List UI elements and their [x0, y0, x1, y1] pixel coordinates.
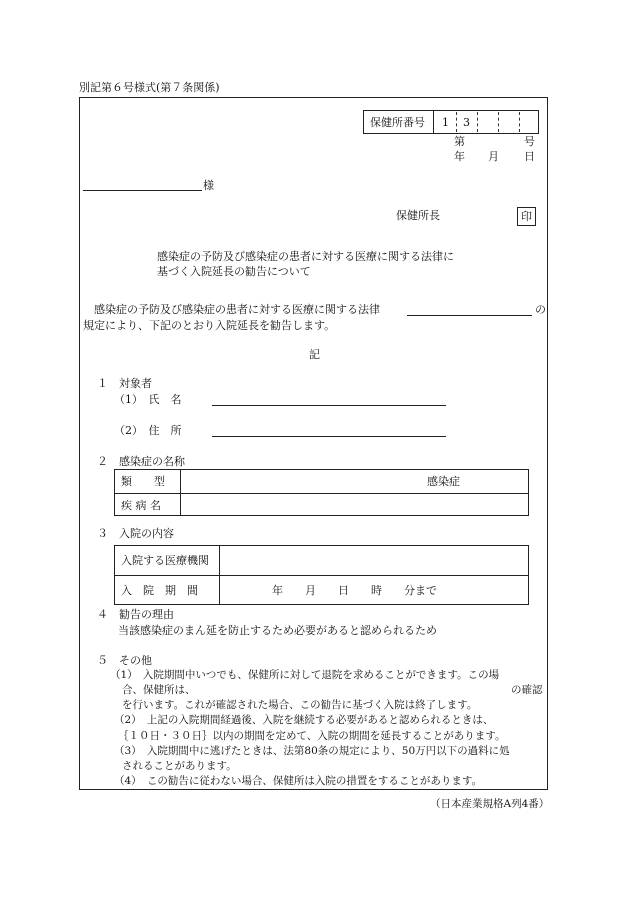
type-value: 感染症: [427, 475, 460, 488]
seal-mark: 印: [521, 210, 532, 223]
document-title-line2: 基づく入院延長の勧告について: [157, 265, 311, 278]
digit-divider: [519, 112, 520, 132]
recipient-line: [83, 190, 202, 191]
note-2-line-a: （2） 上記の入院期間経過後、入院を継続する必要があると認められるときは、: [114, 714, 494, 726]
disease-table-row-divider: [114, 493, 529, 494]
digit-divider: [456, 112, 457, 132]
body-line1-end: の: [535, 303, 546, 316]
section-3-heading: ３ 入院の内容: [97, 527, 174, 540]
digit-divider: [498, 112, 499, 132]
date-day: 日: [524, 150, 535, 163]
body-line1: 感染症の予防及び感染症の患者に対する医療に関する法律: [94, 303, 380, 316]
issuer-title: 保健所長: [396, 209, 440, 222]
section-5-heading: ５ その他: [97, 654, 152, 667]
date-month: 月: [488, 150, 499, 163]
office-number-label: 保健所番号: [370, 116, 425, 129]
digit-divider: [477, 112, 478, 132]
doc-number-dai: 第: [454, 135, 465, 148]
note-3-line-b: されることがあります。: [122, 760, 237, 772]
recommendation-reason: 当該感染症のまん延を防止するため必要があると認められるため: [118, 624, 437, 637]
hospitalization-table-row-divider: [114, 575, 529, 576]
period-label: 入 院 期 間: [121, 584, 198, 597]
note-1-line-b: 合、保健所は、: [122, 684, 196, 696]
document-title-line1: 感染症の予防及び感染症の患者に対する医療に関する法律に: [157, 250, 454, 263]
address-field-line: [212, 436, 446, 437]
law-article-line: [407, 315, 532, 316]
office-number-digit-1: 1: [442, 116, 449, 129]
address-label: （2） 住 所: [114, 424, 182, 437]
name-label: （1） 氏 名: [114, 393, 182, 406]
recipient-sama: 様: [203, 179, 214, 192]
name-field-line: [212, 405, 446, 406]
section-4-heading: ４ 勧告の理由: [97, 608, 174, 621]
office-number-digit-2: 3: [463, 116, 470, 129]
note-3-line-a: （3） 入院期間中に逃げたときは、法第80条の規定により、50万円以下の過料に処: [114, 745, 510, 757]
doc-number-go: 号: [524, 135, 535, 148]
note-2-line-b: ｛１０日・３０日｝以内の期間を定めて、入院の期間を延長することがあります。: [118, 730, 506, 742]
paper-standard-note: （日本産業規格A列4番）: [430, 798, 550, 810]
note-1-line-a: （1） 入院期間中いつでも、保健所に対して退院を求めることができます。この場: [110, 669, 500, 681]
office-number-divider: [433, 110, 434, 134]
disease-table-col-divider: [180, 469, 181, 516]
type-label: 類 型: [121, 475, 165, 488]
section-1-heading: １ 対象者: [97, 377, 152, 390]
hospitalization-table-col-divider: [219, 545, 220, 605]
period-value: 年 月 日 時 分まで: [272, 584, 437, 597]
facility-label: 入院する医療機関: [121, 554, 209, 567]
note-1-line-c: を行います。これが確認された場合、この勧告に基づく入院は終了します。: [122, 699, 478, 711]
note-1-line-b-end: の確認: [511, 684, 543, 696]
ki-heading: 記: [309, 348, 320, 361]
body-line2: 規定により、下記のとおり入院延長を勧告します。: [83, 319, 336, 332]
section-2-heading: ２ 感染症の名称: [97, 455, 185, 468]
date-year: 年: [454, 150, 465, 163]
note-4: （4） この勧告に従わない場合、保健所は入院の措置をすることがあります。: [114, 775, 483, 787]
form-label: 別記第６号様式(第７条関係): [79, 81, 220, 94]
disease-name-label: 疾 病 名: [121, 499, 161, 512]
